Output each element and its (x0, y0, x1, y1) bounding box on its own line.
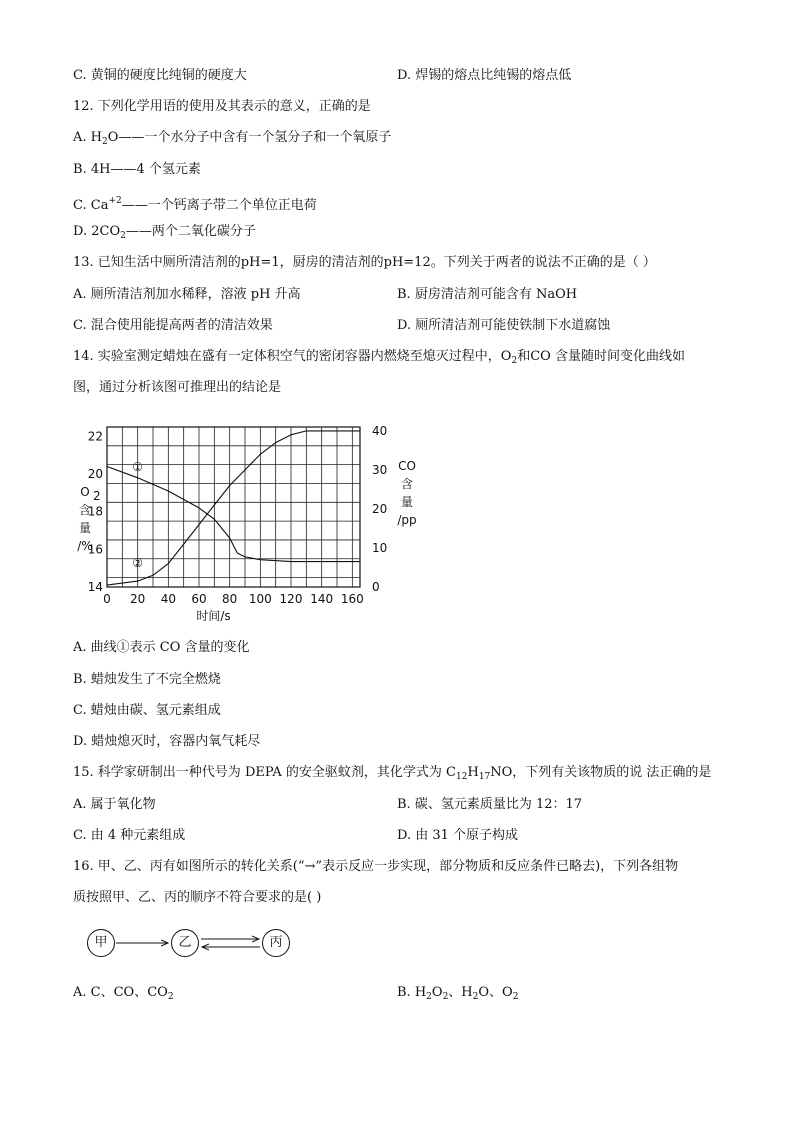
x-tick-label: 100 (248, 592, 272, 606)
q16-stem-line1: 16. 甲、乙、丙有如图所示的转化关系(“→”表示反应一步实现，部分物质和反应条件已略去)，下列各组物 (73, 859, 679, 874)
right-tick-label: 0 (372, 580, 380, 594)
x-tick-label: 80 (222, 592, 238, 606)
series-marker-2: ② (132, 556, 144, 571)
right-axis-title-line: 含 (400, 477, 414, 491)
q14-stem-line1: 14. 实验室测定蜡烛在盛有一定体积空气的密闭容器内燃烧至熄灭过程中，$O_2$和CO 含量随时间变化曲线如 (73, 349, 685, 366)
x-tick-label: 0 (103, 592, 111, 606)
right-tick-label: 30 (372, 462, 388, 477)
chart-grid (107, 427, 360, 587)
q16-option-a: A. C、CO、$CO_2$ (73, 985, 174, 1002)
right-tick-label: 20 (372, 501, 388, 516)
q15-stem: 15. 科学家研制出一种代号为 DEPA 的安全驱蚊剂，其化学式为 $C_{12}H_{17}NO$，下列有关该物质的说 法正确的是 (73, 765, 712, 782)
q15-option-a: A. 属于氧化物 (73, 797, 156, 812)
q13-option-b: B. 厨房清洁剂可能含有 NaOH (397, 287, 578, 302)
left-axis-title-line: 量 (78, 521, 92, 535)
right-axis-title-line: CO (398, 459, 416, 473)
x-tick-label: 120 (279, 592, 303, 606)
left-tick-label: 14 (87, 580, 103, 594)
left-axis-title-line: O (80, 485, 90, 499)
right-axis-title-line: 量 (400, 495, 414, 509)
q16-option-b: B. $H_2O_2$、$H_2O$、$O_2$ (397, 985, 519, 1002)
q13-option-d: D. 厕所清洁剂可能使铁制下水道腐蚀 (397, 318, 611, 333)
q13-option-c: C. 混合使用能提高两者的清洁效果 (73, 318, 273, 333)
right-axis-title-line: /pp (397, 513, 417, 527)
q13-stem: 13. 已知生活中厕所清洁剂的pH=1，厨房的清洁剂的pH=12。下列关于两者的说法不正确的是（ ） (73, 255, 656, 270)
q15-option-b: B. 碳、氢元素质量比为 12：17 (397, 797, 583, 812)
q12-option-b: B. 4H——4 个氢元素 (73, 162, 201, 177)
q13-option-a: A. 厕所清洁剂加水稀释，溶液 pH 升高 (73, 287, 301, 302)
x-tick-label: 40 (160, 592, 176, 606)
left-tick-label: 22 (87, 429, 103, 444)
chart-labels (77, 424, 416, 623)
left-axis-title-sub: 2 (93, 489, 101, 503)
x-tick-label: 60 (191, 592, 207, 606)
left-tick-label: 16 (87, 542, 103, 557)
right-tick-label: 10 (372, 540, 388, 555)
q11-option-d: D. 焊锡的熔点比纯锡的熔点低 (397, 68, 572, 83)
x-tick-label: 140 (310, 592, 334, 606)
x-tick-label: 20 (130, 592, 146, 606)
left-axis-title-line: /% (77, 539, 93, 553)
q15-option-c: C. 由 4 种元素组成 (73, 828, 186, 843)
q12-option-d: D. $2CO_2——$两个二氧化碳分子 (73, 224, 256, 241)
q16-stem-line2: 质按照甲、乙、丙的顺序不符合要求的是( ) (73, 890, 322, 905)
q14-option-b: B. 蜡烛发生了不完全燃烧 (73, 672, 221, 687)
q15-option-d: D. 由 31 个原子构成 (397, 828, 519, 843)
node-yi: 乙 (171, 929, 199, 957)
x-tick-label: 160 (340, 592, 364, 606)
left-tick-label: 20 (87, 467, 103, 482)
q14-option-a: A. 曲线①表示 CO 含量的变化 (73, 640, 250, 655)
q12-stem: 12. 下列化学用语的使用及其表示的意义，正确的是 (73, 99, 371, 114)
x-axis-title: 时间/s (196, 609, 231, 623)
gas-content-chart (60, 405, 440, 635)
q12-option-c: C. $Ca^{+2}——$一个钙离子带二个单位正电荷 (73, 196, 317, 213)
q14-option-d: D. 蜡烛熄灭时，容器内氧气耗尽 (73, 734, 261, 749)
series-marker-1: ① (132, 459, 144, 474)
q14-option-c: C. 蜡烛由碳、氢元素组成 (73, 703, 221, 718)
q11-option-c: C. 黄铜的硬度比纯铜的硬度大 (73, 68, 247, 83)
q12-option-a: A. $H_2O——$一个水分子中含有一个氢分子和一个氧原子 (73, 130, 392, 147)
q14-stem-line2: 图，通过分析该图可推理出的结论是 (73, 380, 282, 395)
node-jia: 甲 (87, 929, 115, 957)
right-tick-label: 40 (372, 423, 388, 438)
left-axis-title-line: 含 (78, 503, 92, 517)
left-tick-label: 18 (87, 504, 103, 519)
node-bing: 丙 (262, 929, 290, 957)
